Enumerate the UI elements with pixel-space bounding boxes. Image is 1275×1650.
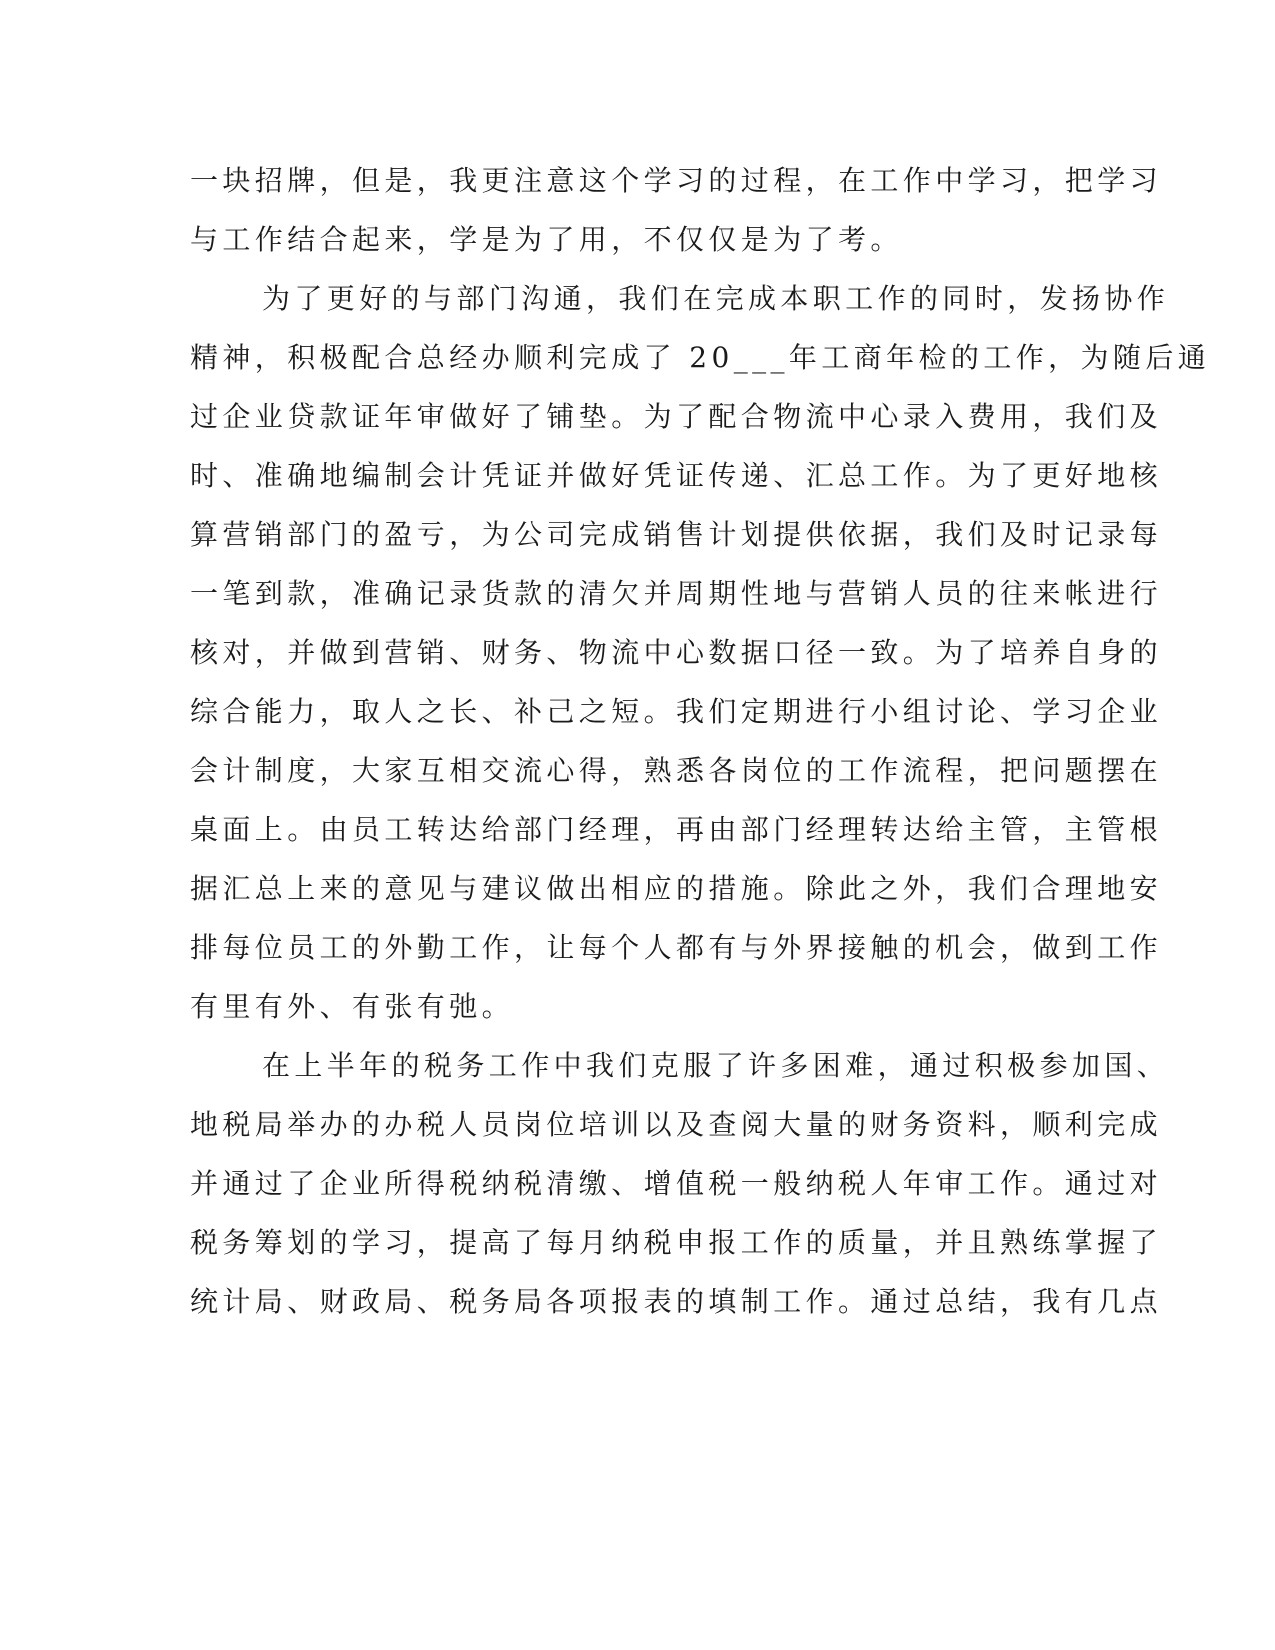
text-line: 桌面上。由员工转达给部门经理，再由部门经理转达给主管，主管根 bbox=[190, 813, 1163, 846]
text-line: 并通过了企业所得税纳税清缴、增值税一般纳税人年审工作。通过对 bbox=[190, 1167, 1163, 1200]
paragraph-start-line: 为了更好的与部门沟通，我们在完成本职工作的同时，发扬协作 bbox=[262, 282, 1170, 315]
text-line: 地税局举办的办税人员岗位培训以及查阅大量的财务资料，顺利完成 bbox=[190, 1108, 1163, 1141]
text-line: 核对，并做到营销、财务、物流中心数据口径一致。为了培养自身的 bbox=[190, 636, 1163, 669]
text-line: 过企业贷款证年审做好了铺垫。为了配合物流中心录入费用，我们及 bbox=[190, 400, 1163, 433]
text-line: 一笔到款，准确记录货款的清欠并周期性地与营销人员的往来帐进行 bbox=[190, 577, 1163, 610]
text-line: 据汇总上来的意见与建议做出相应的措施。除此之外，我们合理地安 bbox=[190, 872, 1163, 905]
text-line: 精神，积极配合总经办顺利完成了 20___年工商年检的工作，为随后通 bbox=[190, 341, 1211, 374]
text-line: 一块招牌，但是，我更注意这个学习的过程，在工作中学习，把学习 bbox=[190, 164, 1163, 197]
text-line: 时、准确地编制会计凭证并做好凭证传递、汇总工作。为了更好地核 bbox=[190, 459, 1163, 492]
text-line: 与工作结合起来，学是为了用，不仅仅是为了考。 bbox=[190, 223, 903, 256]
text-line: 税务筹划的学习，提高了每月纳税申报工作的质量，并且熟练掌握了 bbox=[190, 1226, 1163, 1259]
text-line: 统计局、财政局、税务局各项报表的填制工作。通过总结，我有几点 bbox=[190, 1285, 1163, 1318]
text-line: 算营销部门的盈亏，为公司完成销售计划提供依据，我们及时记录每 bbox=[190, 518, 1163, 551]
paragraph-start-line: 在上半年的税务工作中我们克服了许多困难，通过积极参加国、 bbox=[262, 1049, 1170, 1082]
text-line: 排每位员工的外勤工作，让每个人都有与外界接触的机会，做到工作 bbox=[190, 931, 1163, 964]
text-line: 会计制度，大家互相交流心得，熟悉各岗位的工作流程，把问题摆在 bbox=[190, 754, 1163, 787]
text-line: 综合能力，取人之长、补己之短。我们定期进行小组讨论、学习企业 bbox=[190, 695, 1163, 728]
text-line: 有里有外、有张有弛。 bbox=[190, 990, 515, 1023]
